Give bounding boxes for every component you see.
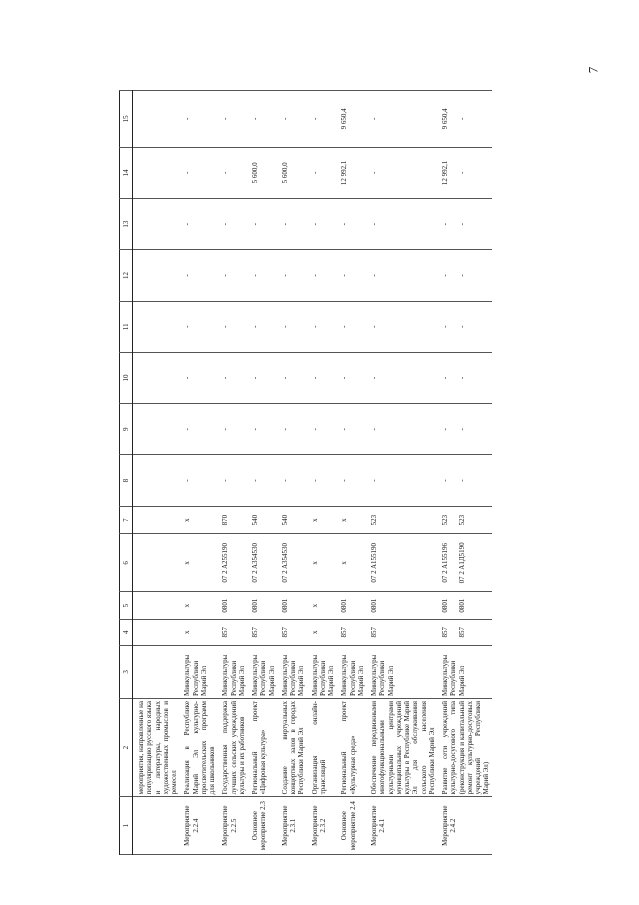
cell-measure-name: Региональный проект «Цифровая культура» bbox=[247, 699, 277, 797]
cell-amount-col-11: - bbox=[307, 301, 337, 352]
cell-amount-col-9: - bbox=[336, 404, 366, 455]
table-body bbox=[133, 91, 492, 855]
table-row bbox=[277, 91, 307, 855]
column-number-14: 14 bbox=[120, 147, 133, 198]
cell-amount-col-12: - bbox=[307, 250, 337, 301]
cell-amount-col-10: - bbox=[277, 352, 307, 403]
table-row bbox=[437, 91, 492, 855]
cell-measure-id: Мероприятие 2.4.1 bbox=[366, 797, 437, 855]
cell-amount-col-8: - bbox=[307, 455, 337, 506]
cell-code-vr: х bbox=[179, 506, 217, 534]
cell-amount-col-9: - bbox=[179, 404, 217, 455]
cell-amount-col-12: - bbox=[277, 250, 307, 301]
column-number-5: 5 bbox=[120, 592, 133, 620]
cell-measure-name: Организация онлайн-трансляций bbox=[307, 699, 337, 797]
cell-code-rzpr bbox=[133, 592, 180, 620]
cell-amount-col-9 bbox=[133, 404, 180, 455]
cell-code-vr: 523 bbox=[366, 506, 437, 534]
cell-amount-col-8: - bbox=[247, 455, 277, 506]
cell-amount-col-13: - bbox=[277, 199, 307, 250]
cell-amount-col-11: - bbox=[366, 301, 437, 352]
cell-executor: Минкультуры Республики Марий Эл bbox=[179, 645, 217, 698]
cell-executor: Минкультуры Республики Марий Эл bbox=[366, 645, 437, 698]
cell-amount-col-10 bbox=[133, 352, 180, 403]
column-number-15: 15 bbox=[120, 91, 133, 148]
cell-amount-col-15: - bbox=[277, 91, 307, 148]
cell-amount-col-12: - bbox=[247, 250, 277, 301]
cell-amount-col-13: - - bbox=[437, 199, 492, 250]
cell-executor: Минкультуры Республики Марий Эл bbox=[307, 645, 337, 698]
cell-code-vr bbox=[133, 506, 180, 534]
cell-amount-col-15: - bbox=[366, 91, 437, 148]
cell-measure-name: Государственная поддержка лучших сельских учреждений культуры и их работников bbox=[217, 699, 247, 797]
cell-amount-col-10: - - bbox=[437, 352, 492, 403]
cell-measure-name: Развитие сети учреждений культурно-досугового типа (реконструкция и капитальный ремонт культурно-досуговых учреждений Республики Марий Эл) bbox=[437, 699, 492, 797]
cell-measure-id: Мероприятие 2.2.5 bbox=[217, 797, 247, 855]
cell-executor bbox=[133, 645, 180, 698]
cell-amount-col-10: - bbox=[217, 352, 247, 403]
column-number-8: 8 bbox=[120, 455, 133, 506]
cell-amount-col-15: 9 650,4 bbox=[336, 91, 366, 148]
cell-amount-col-14: 5 600,0 bbox=[277, 147, 307, 198]
cell-executor: Минкультуры Республики Марий Эл bbox=[437, 645, 492, 698]
cell-amount-col-12: - bbox=[217, 250, 247, 301]
cell-amount-col-10: - bbox=[179, 352, 217, 403]
cell-measure-id: Мероприятие 2.4.2 bbox=[437, 797, 492, 855]
cell-code-rzpr: 0801 bbox=[366, 592, 437, 620]
cell-amount-col-10: - bbox=[366, 352, 437, 403]
cell-amount-col-9: - bbox=[366, 404, 437, 455]
column-number-2: 2 bbox=[120, 699, 133, 797]
cell-code-rzpr: 0801 0801 bbox=[437, 592, 492, 620]
cell-amount-col-8: - bbox=[217, 455, 247, 506]
column-number-7: 7 bbox=[120, 506, 133, 534]
cell-measure-id: Основное мероприятие 2.4 bbox=[336, 797, 366, 855]
column-number-9: 9 bbox=[120, 404, 133, 455]
cell-executor: Минкультуры Республики Марий Эл bbox=[247, 645, 277, 698]
cell-code-grbs: 857 bbox=[217, 619, 247, 645]
cell-amount-col-14: 5 600,0 bbox=[247, 147, 277, 198]
table-row bbox=[217, 91, 247, 855]
cell-code-csr: х bbox=[179, 534, 217, 592]
cell-amount-col-15: - bbox=[217, 91, 247, 148]
column-number-row bbox=[120, 91, 133, 855]
cell-amount-col-9: - bbox=[307, 404, 337, 455]
cell-amount-col-8: - bbox=[336, 455, 366, 506]
cell-amount-col-11: - bbox=[247, 301, 277, 352]
cell-amount-col-13 bbox=[133, 199, 180, 250]
cell-code-csr: х bbox=[307, 534, 337, 592]
cell-amount-col-10: - bbox=[307, 352, 337, 403]
cell-amount-col-9: - bbox=[277, 404, 307, 455]
cell-code-grbs: 857 bbox=[336, 619, 366, 645]
cell-measure-id: Основное мероприятие 2.3 bbox=[247, 797, 277, 855]
cell-code-grbs: 857 bbox=[247, 619, 277, 645]
cell-amount-col-12: - - bbox=[437, 250, 492, 301]
column-number-13: 13 bbox=[120, 199, 133, 250]
program-table bbox=[119, 90, 492, 855]
cell-measure-id: Мероприятие 2.3.1 bbox=[277, 797, 307, 855]
cell-amount-col-15: - bbox=[307, 91, 337, 148]
table-row bbox=[179, 91, 217, 855]
column-number-1: 1 bbox=[120, 797, 133, 855]
cell-amount-col-14: - bbox=[366, 147, 437, 198]
cell-code-csr: 07 2 A155196 07 2 A1Д5190 bbox=[437, 534, 492, 592]
cell-code-grbs: х bbox=[179, 619, 217, 645]
cell-code-rzpr: 0801 bbox=[336, 592, 366, 620]
column-number-10: 10 bbox=[120, 352, 133, 403]
cell-amount-col-9: - bbox=[217, 404, 247, 455]
cell-amount-col-13: - bbox=[179, 199, 217, 250]
cell-code-csr: х bbox=[336, 534, 366, 592]
cell-executor: Минкультуры Республики Марий Эл bbox=[277, 645, 307, 698]
cell-measure-name: Региональный проект «Культурная среда» bbox=[336, 699, 366, 797]
cell-amount-col-15: 9 650,4 - bbox=[437, 91, 492, 148]
cell-amount-col-11: - - bbox=[437, 301, 492, 352]
cell-code-csr: 07 2 A155190 bbox=[366, 534, 437, 592]
cell-code-vr: 540 bbox=[247, 506, 277, 534]
cell-measure-name: Реализация в Республике Марий Эл культурно-просветительских программ для школьников bbox=[179, 699, 217, 797]
cell-code-vr: 523 523 bbox=[437, 506, 492, 534]
cell-amount-col-9: - bbox=[247, 404, 277, 455]
cell-amount-col-8: - bbox=[277, 455, 307, 506]
cell-executor: Минкультуры Республики Марий Эл bbox=[217, 645, 247, 698]
cell-code-vr: 870 bbox=[217, 506, 247, 534]
cell-amount-col-14: - bbox=[179, 147, 217, 198]
cell-amount-col-13: - bbox=[336, 199, 366, 250]
cell-amount-col-12: - bbox=[336, 250, 366, 301]
cell-code-vr: х bbox=[336, 506, 366, 534]
cell-amount-col-10: - bbox=[247, 352, 277, 403]
column-number-11: 11 bbox=[120, 301, 133, 352]
cell-code-csr: 07 2 A354530 bbox=[277, 534, 307, 592]
cell-amount-col-15 bbox=[133, 91, 180, 148]
cell-code-rzpr: 0801 bbox=[247, 592, 277, 620]
cell-amount-col-14: 12 992,1 bbox=[336, 147, 366, 198]
cell-code-grbs: х bbox=[307, 619, 337, 645]
table-row bbox=[307, 91, 337, 855]
cell-amount-col-8: - bbox=[366, 455, 437, 506]
cell-amount-col-15: - bbox=[179, 91, 217, 148]
cell-amount-col-8: - - bbox=[437, 455, 492, 506]
cell-code-rzpr: х bbox=[179, 592, 217, 620]
cell-amount-col-14: - bbox=[307, 147, 337, 198]
cell-code-csr: 07 2 A354530 bbox=[247, 534, 277, 592]
cell-code-grbs: 857 bbox=[277, 619, 307, 645]
column-number-6: 6 bbox=[120, 534, 133, 592]
cell-amount-col-13: - bbox=[247, 199, 277, 250]
cell-executor: Минкультуры Республики Марий Эл bbox=[336, 645, 366, 698]
cell-measure-name: Создание виртуальных концертных залов в городах Республики Марий Эл bbox=[277, 699, 307, 797]
rotated-table-container bbox=[119, 90, 595, 855]
cell-amount-col-13: - bbox=[307, 199, 337, 250]
cell-code-grbs bbox=[133, 619, 180, 645]
cell-amount-col-14: - bbox=[217, 147, 247, 198]
page-number: 7 bbox=[585, 66, 601, 74]
cell-amount-col-11 bbox=[133, 301, 180, 352]
cell-amount-col-12 bbox=[133, 250, 180, 301]
column-number-3: 3 bbox=[120, 645, 133, 698]
cell-amount-col-13: - bbox=[217, 199, 247, 250]
cell-measure-id bbox=[133, 797, 180, 855]
cell-amount-col-9: - - bbox=[437, 404, 492, 455]
column-number-12: 12 bbox=[120, 250, 133, 301]
cell-code-rzpr: 0801 bbox=[277, 592, 307, 620]
cell-amount-col-11: - bbox=[179, 301, 217, 352]
cell-measure-name: Обеспечение передвижными многофункциональными культурными центрами муниципальных учреждений культуры в Республике Марий Эл для обслуживания сельского населения Республики Марий Эл bbox=[366, 699, 437, 797]
cell-amount-col-10: - bbox=[336, 352, 366, 403]
column-number-4: 4 bbox=[120, 619, 133, 645]
table-row bbox=[133, 91, 180, 855]
table-row bbox=[366, 91, 437, 855]
cell-amount-col-12: - bbox=[179, 250, 217, 301]
cell-amount-col-11: - bbox=[277, 301, 307, 352]
cell-amount-col-11: - bbox=[336, 301, 366, 352]
table-row bbox=[247, 91, 277, 855]
cell-measure-name: мероприятия, направленные на популяризацию русского языка и литературы, народных художественных промыслов и ремесел bbox=[133, 699, 180, 797]
cell-amount-col-13: - bbox=[366, 199, 437, 250]
cell-code-vr: х bbox=[307, 506, 337, 534]
cell-code-csr: 07 2 A255190 bbox=[217, 534, 247, 592]
cell-code-grbs: 857 bbox=[366, 619, 437, 645]
cell-code-grbs: 857 857 bbox=[437, 619, 492, 645]
cell-amount-col-15: - bbox=[247, 91, 277, 148]
cell-amount-col-14 bbox=[133, 147, 180, 198]
cell-code-vr: 540 bbox=[277, 506, 307, 534]
cell-measure-id: Мероприятие 2.2.4 bbox=[179, 797, 217, 855]
cell-amount-col-12: - bbox=[366, 250, 437, 301]
cell-amount-col-14: 12 992,1 - bbox=[437, 147, 492, 198]
cell-code-rzpr: х bbox=[307, 592, 337, 620]
cell-amount-col-11: - bbox=[217, 301, 247, 352]
cell-code-csr bbox=[133, 534, 180, 592]
cell-measure-id: Мероприятие 2.3.2 bbox=[307, 797, 337, 855]
table-row bbox=[336, 91, 366, 855]
cell-amount-col-8 bbox=[133, 455, 180, 506]
cell-amount-col-8: - bbox=[179, 455, 217, 506]
cell-code-rzpr: 0801 bbox=[217, 592, 247, 620]
